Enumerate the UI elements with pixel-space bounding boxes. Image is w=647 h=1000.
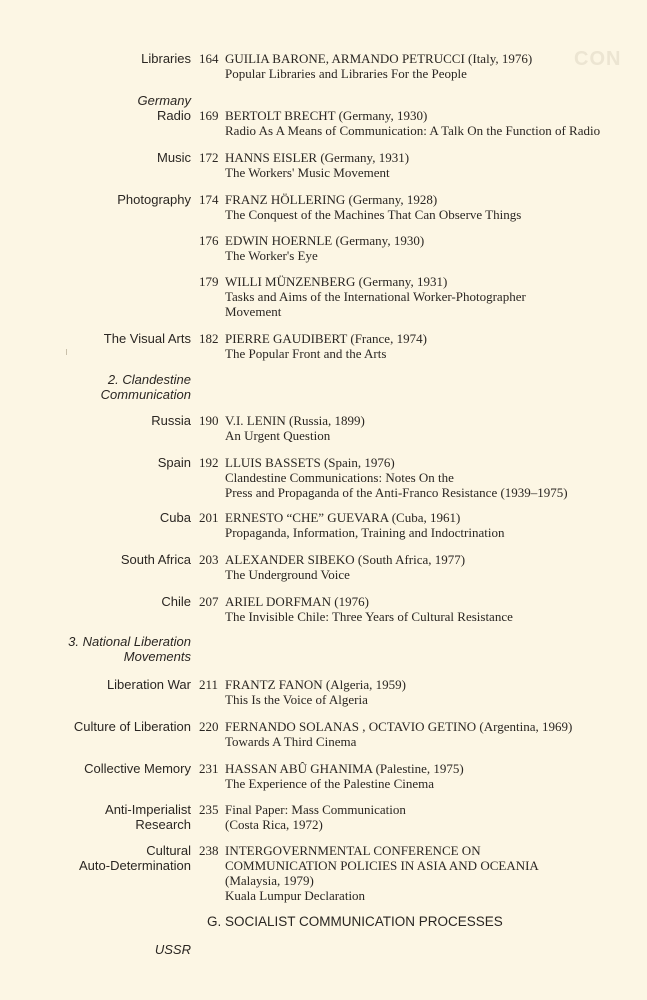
entry-author: FERNANDO SOLANAS , OCTAVIO GETINO (Argentina, 1969): [225, 719, 573, 734]
entry-text: [225, 331, 427, 361]
entry-label-line1: Cultural: [146, 843, 191, 858]
subsection-heading-line2: Communication: [100, 387, 191, 402]
entry-title: The Underground Voice: [225, 567, 350, 582]
entry-author: Final Paper: Mass Communication: [225, 802, 406, 817]
entry-title: The Popular Front and the Arts: [225, 346, 387, 361]
entry-author: PIERRE GAUDIBERT (France, 1974): [225, 331, 427, 346]
entry-title: (Costa Rica, 1972): [225, 817, 323, 832]
entry-place: (Malaysia, 1979): [225, 873, 314, 888]
page-number: 182: [199, 331, 219, 346]
entry-label: Photography: [117, 192, 191, 207]
page-number: 235: [199, 802, 219, 817]
entry-text: [225, 552, 465, 582]
entry-title: The Workers' Music Movement: [225, 165, 390, 180]
entry-author: HANNS EISLER (Germany, 1931): [225, 150, 410, 165]
subsection-heading-line2: Movements: [123, 649, 191, 664]
entry-author: ALEXANDER SIBEKO (South Africa, 1977): [225, 552, 466, 567]
page-number: 231: [199, 761, 219, 776]
entry-label: Chile: [161, 594, 191, 609]
country-heading: Germany: [137, 93, 191, 108]
entry-author: WILLI MÜNZENBERG (Germany, 1931): [225, 274, 448, 289]
page-number: 211: [199, 677, 219, 692]
page-number: 176: [199, 233, 219, 248]
entry-label-line2: Auto-Determination: [79, 858, 191, 873]
subsection-heading-line1: 2. Clandestine: [107, 372, 191, 387]
entry-label: Music: [157, 150, 191, 165]
entry-label: [105, 802, 191, 832]
entry-text: [225, 843, 539, 903]
country-heading: USSR: [154, 942, 191, 957]
section-heading-g: G. SOCIALIST COMMUNICATION PROCESSES: [207, 914, 503, 929]
entry-text: [225, 802, 406, 832]
entry-text: [225, 413, 365, 443]
page-number: 203: [199, 552, 219, 567]
entry-label: Culture of Liberation: [73, 719, 191, 734]
entry-label-line2: Research: [135, 817, 191, 832]
page-number: 164: [199, 51, 219, 66]
entry-label: The Visual Arts: [103, 331, 191, 346]
entry-author: FRANZ HÖLLERING (Germany, 1928): [225, 192, 438, 207]
entry-title-cont: Movement: [225, 304, 282, 319]
entry-author: V.I. LENIN (Russia, 1899): [225, 413, 365, 428]
entry-title: Clandestine Communications: Notes On the: [225, 470, 454, 485]
entry-text: [225, 150, 409, 180]
entry-text: [225, 274, 526, 319]
page-number: 172: [199, 150, 219, 165]
entry-text: [225, 677, 406, 707]
entry-author: ARIEL DORFMAN (1976): [225, 594, 369, 609]
page-number: 190: [199, 413, 219, 428]
bleed-through-heading: CON: [574, 48, 622, 70]
entry-title: The Conquest of the Machines That Can Observe Things: [225, 207, 522, 222]
entry-title: Radio As A Means of Communication: A Talk On the Function of Radio: [225, 123, 601, 138]
entry-author: HASSAN ABÛ GHANIMA (Palestine, 1975): [225, 761, 464, 776]
subsection-heading: [101, 372, 191, 402]
entry-label: Cuba: [159, 510, 191, 525]
entry-text: [225, 51, 532, 81]
entry-text: [225, 233, 424, 263]
entry-title: Propaganda, Information, Training and Indoctrination: [225, 525, 505, 540]
entry-title-cont: Press and Propaganda of the Anti-Franco Resistance (1939–1975): [225, 485, 568, 500]
entry-title: Towards A Third Cinema: [225, 734, 357, 749]
entry-label: Libraries: [141, 51, 191, 66]
entry-text: [225, 108, 600, 138]
entry-text: [225, 455, 568, 500]
entry-author: INTERGOVERNMENTAL CONFERENCE ON: [225, 843, 481, 858]
page-number: 169: [199, 108, 219, 123]
entry-label: South Africa: [120, 552, 191, 567]
entry-text: [225, 510, 504, 540]
entry-author: LLUIS BASSETS (Spain, 1976): [225, 455, 395, 470]
entry-title: Popular Libraries and Libraries For the People: [225, 66, 467, 81]
entry-label: Liberation War: [106, 677, 191, 692]
entry-title: The Experience of the Palestine Cinema: [225, 776, 435, 791]
page-number: 201: [199, 510, 219, 525]
page-number: 238: [199, 843, 219, 858]
entry-title: An Urgent Question: [225, 428, 331, 443]
page-number: 192: [199, 455, 219, 470]
entry-author: EDWIN HOERNLE (Germany, 1930): [225, 233, 425, 248]
entry-title: COMMUNICATION POLICIES IN ASIA AND OCEANIA: [225, 858, 539, 873]
entry-label: Collective Memory: [84, 761, 191, 776]
entry-title: This Is the Voice of Algeria: [225, 692, 368, 707]
entry-label: [79, 843, 191, 873]
entry-text: [225, 761, 464, 791]
scan-mark: [66, 349, 67, 355]
entry-label: Russia: [151, 413, 191, 428]
entry-label: Radio: [157, 108, 191, 123]
entry-title: The Worker's Eye: [225, 248, 318, 263]
entry-title: The Invisible Chile: Three Years of Cultural Resistance: [225, 609, 513, 624]
page-number: 220: [199, 719, 219, 734]
entry-text: [225, 594, 513, 624]
page-number: 174: [199, 192, 219, 207]
entry-author: BERTOLT BRECHT (Germany, 1930): [225, 108, 428, 123]
page-number: 179: [199, 274, 219, 289]
entry-author: FRANTZ FANON (Algeria, 1959): [225, 677, 407, 692]
entry-text: [225, 719, 572, 749]
entry-text: [225, 192, 521, 222]
subsection-heading-line1: 3. National Liberation: [68, 634, 191, 649]
entry-title: Tasks and Aims of the International Worker-Photographer: [225, 289, 526, 304]
entry-label: Spain: [157, 455, 191, 470]
entry-subtitle: Kuala Lumpur Declaration: [225, 888, 366, 903]
page-number: 207: [199, 594, 219, 609]
subsection-heading: [68, 634, 191, 664]
entry-label-line1: Anti-Imperialist: [105, 802, 191, 817]
entry-author: ERNESTO “CHE” GUEVARA (Cuba, 1961): [225, 510, 461, 525]
entry-author: GUILIA BARONE, ARMANDO PETRUCCI (Italy, 1976): [225, 51, 533, 66]
